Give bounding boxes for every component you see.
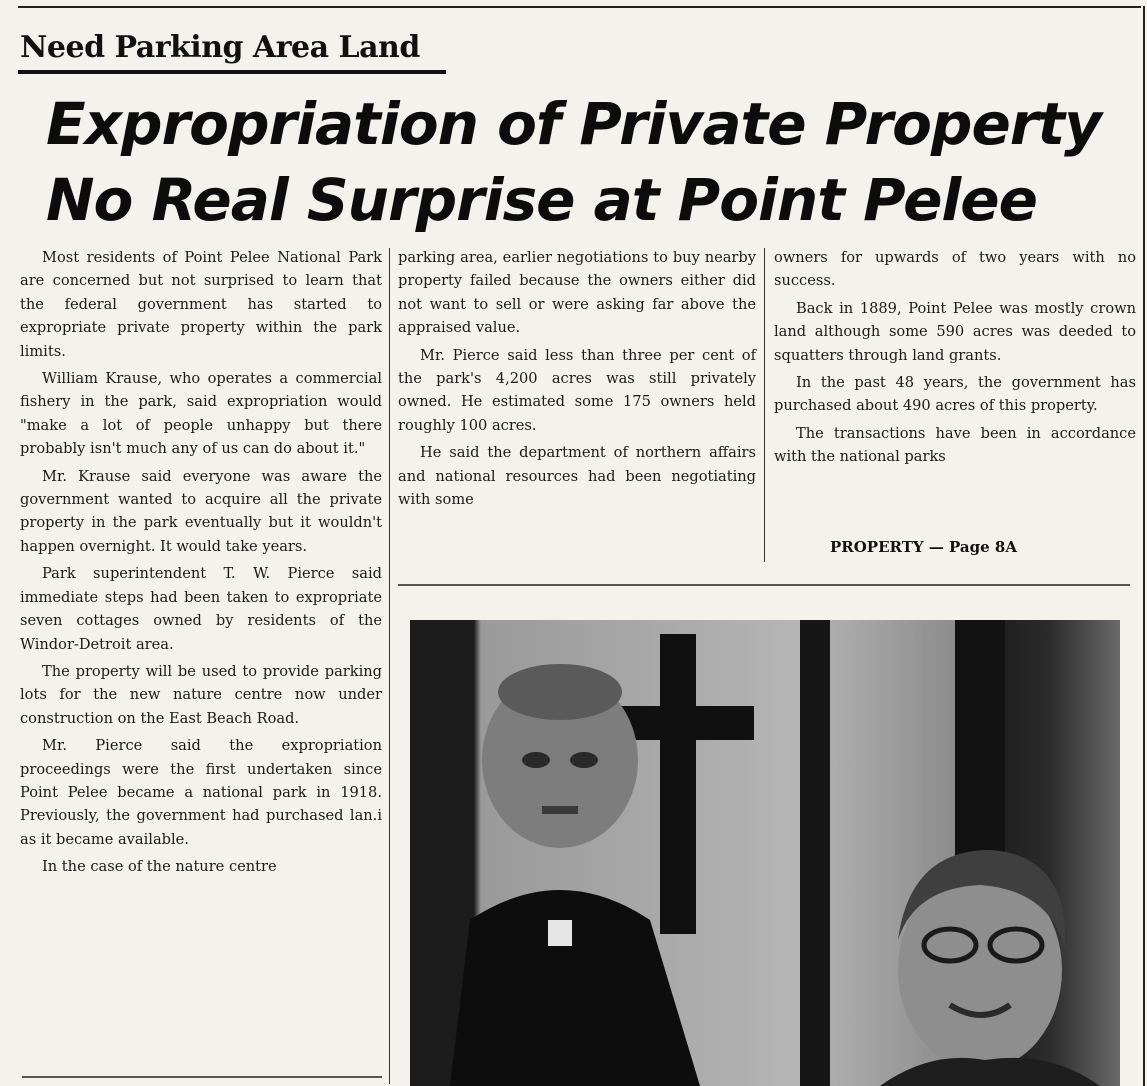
- article-column-3: [774, 246, 1136, 469]
- paragraph: Mr. Pierce said the expropriation proceedings were the first undertaken since Point Pelee became a national park in 1918. Previously, the government had purchased lan.i as it became available.: [20, 737, 382, 848]
- paragraph: In the past 48 years, the government has purchased about 490 acres of this property.: [774, 374, 1136, 415]
- paragraph: Back in 1889, Point Pelee was mostly crown land although some 590 acres was deeded to squatters through land grants.: [774, 299, 1136, 364]
- top-rule: [18, 6, 1141, 8]
- paragraph: Mr. Pierce said less than three per cent of the park's 4,200 acres was still privately owned. He estimated some 175 owners held roughly 100 acres.: [398, 346, 756, 434]
- paragraph: parking area, earlier negotiations to buy nearby property failed because the owners either did not want to sell or were asking far above the appraised value.: [398, 249, 756, 337]
- headline-line-2: No Real Surprise at Point Pelee: [46, 166, 1037, 234]
- paragraph: He said the department of northern affairs and national resources had been negotiating with some: [398, 444, 756, 509]
- paragraph: The transactions have been in accordance with the national parks: [774, 424, 1136, 466]
- photo-icon: [410, 620, 1120, 1086]
- section-rule: [398, 584, 1130, 586]
- news-photo: [410, 620, 1120, 1086]
- paragraph: The property will be used to provide parking lots for the new nature centre now under construction on the East Beach Road.: [20, 662, 382, 727]
- paragraph: Most residents of Point Pelee National Park are concerned but not surprised to learn that the federal government has started to expropriate private property within the park limits.: [20, 249, 382, 360]
- main-headline: [46, 86, 1136, 238]
- article-column-1: [20, 246, 382, 879]
- paragraph: Park superintendent T. W. Pierce said immediate steps had been taken to expropriate seven cottages owned by residents of the Windor-Detroit area.: [20, 565, 382, 653]
- article-column-2: [398, 246, 756, 511]
- paragraph: William Krause, who operates a commercial fishery in the park, said expropriation would "make a lot of people unhappy but there probably isn't much any of us can do about it.": [20, 370, 382, 458]
- paragraph: owners for upwards of two years with no success.: [774, 249, 1136, 290]
- paragraph: In the case of the nature centre: [42, 858, 277, 876]
- headline-line-1: Expropriation of Private Property: [46, 90, 1101, 158]
- continued-on-line: PROPERTY — Page 8A: [830, 538, 1017, 556]
- column-divider-2: [764, 248, 765, 562]
- bottom-rule: [22, 1076, 382, 1078]
- column-divider-1: [389, 248, 390, 1084]
- paragraph: Mr. Krause said everyone was aware the government wanted to acquire all the private property in the park eventually but it wouldn't happen overnight. It would take years.: [20, 467, 382, 555]
- kicker-headline: Need Parking Area Land: [20, 30, 420, 65]
- right-border-rule: [1143, 6, 1145, 1086]
- kicker-underline: [18, 70, 446, 74]
